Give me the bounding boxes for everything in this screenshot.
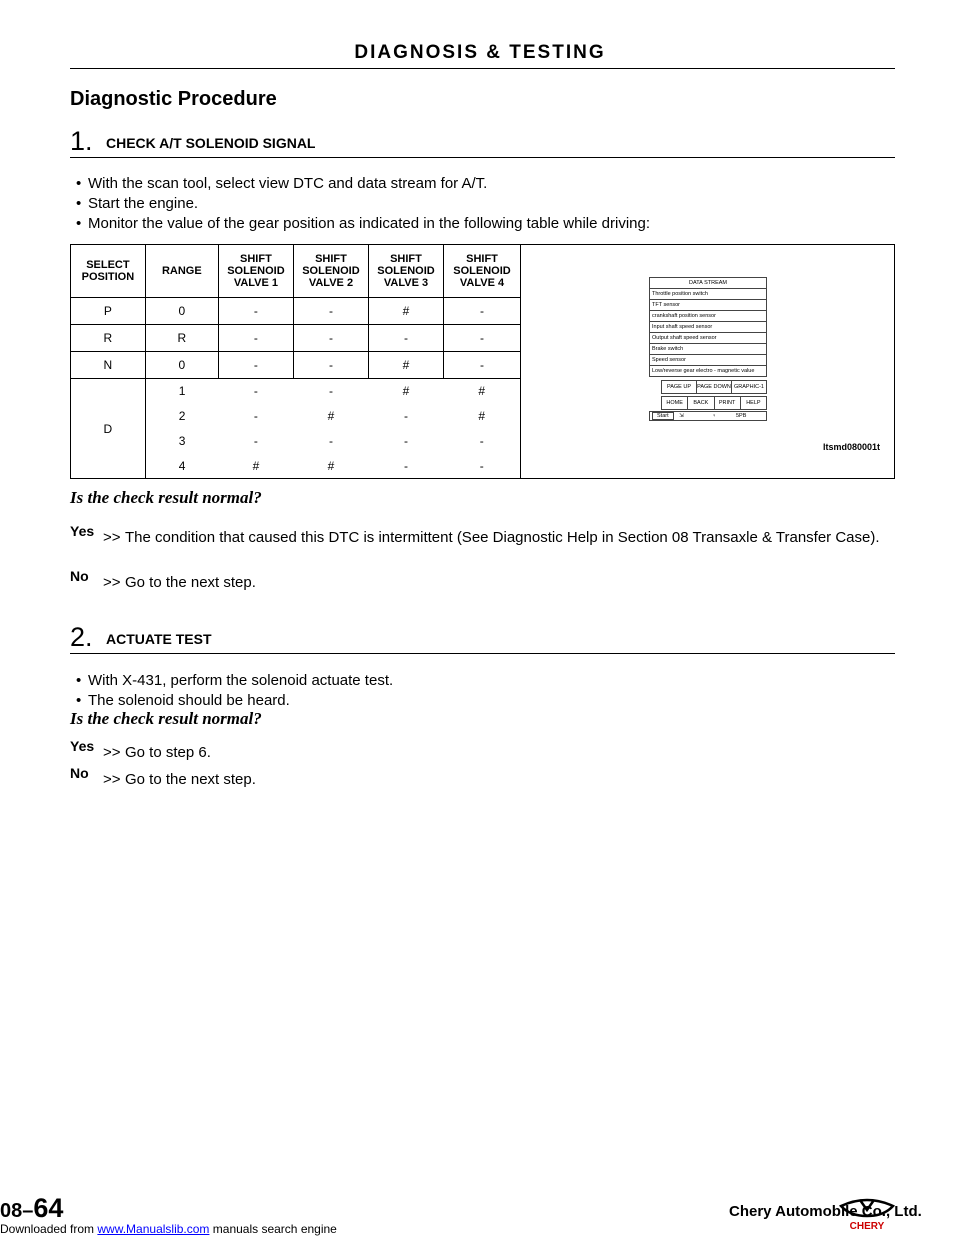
- step-2-bullets: [76, 671, 393, 711]
- arrow-label: >>: [103, 529, 121, 546]
- step-1-question: Is the check result normal?: [70, 488, 262, 507]
- arrow-label: >>: [103, 771, 121, 788]
- table-cell: -: [253, 409, 258, 423]
- list-item: • Start the engine.: [76, 195, 199, 212]
- no-text: Go to the next step.: [125, 771, 256, 788]
- table-cell: #: [444, 379, 521, 404]
- table-cell: -: [403, 434, 408, 448]
- list-item: crankshaft position sensor: [649, 310, 767, 322]
- company-name: Chery Automobile Co., Ltd.: [729, 1203, 922, 1220]
- step-1-heading: [70, 126, 895, 158]
- table-cell: -: [218, 352, 293, 379]
- graphic-button: GRAPHIC-1: [731, 380, 767, 394]
- table-cell: -: [328, 384, 333, 399]
- page-down-button: PAGE DOWN: [696, 380, 732, 394]
- page-number-value: 64: [33, 1193, 64, 1223]
- list-item: Input shaft speed sensor: [649, 321, 767, 333]
- svg-text:CHERY: CHERY: [849, 1221, 885, 1232]
- table-cell: R: [71, 325, 146, 352]
- start-button: Start: [652, 412, 674, 420]
- chery-logo-icon: [838, 1196, 896, 1232]
- list-item: • The solenoid should be heard.: [76, 692, 290, 709]
- table-cell: 4: [145, 454, 218, 479]
- data-stream-figure: [521, 244, 895, 479]
- page-header-title: DIAGNOSIS & TESTING: [354, 42, 606, 63]
- header-valve-3: SHIFT SOLENOID VALVE 3: [368, 245, 443, 298]
- table-cell: #: [293, 454, 368, 479]
- arrow-label: >>: [103, 744, 121, 761]
- table-cell: -: [293, 352, 368, 379]
- list-item: • Monitor the value of the gear position as indicated in the following table while driving:: [76, 215, 651, 232]
- table-cell: 0: [145, 298, 218, 325]
- header-range: RANGE: [145, 245, 218, 298]
- table-cell: -: [444, 429, 521, 454]
- table-cell: -: [293, 325, 368, 352]
- yes-label: Yes: [70, 523, 95, 539]
- table-cell: #: [444, 404, 521, 429]
- table-cell: 3: [178, 434, 186, 448]
- home-button: HOME: [661, 396, 688, 410]
- table-cell: #: [368, 298, 443, 325]
- manualslib-link[interactable]: www.Manualslib.com: [97, 1222, 210, 1236]
- download-prefix: Downloaded from: [0, 1222, 98, 1236]
- download-suffix: manuals search engine: [209, 1222, 337, 1236]
- table-cell: R: [145, 325, 218, 352]
- table-cell: -: [444, 298, 521, 325]
- table-cell: -: [218, 298, 293, 325]
- back-button: BACK: [687, 396, 714, 410]
- screen-status-bar: [649, 411, 767, 421]
- header-divider: [70, 68, 895, 69]
- yes-label: Yes: [70, 738, 95, 754]
- table-cell: -: [368, 454, 443, 479]
- table-cell: -: [293, 298, 368, 325]
- table-cell: #: [402, 384, 410, 399]
- no-label: No: [70, 765, 89, 781]
- solenoid-table: [70, 244, 521, 479]
- step-1-yes-answer: [70, 523, 890, 548]
- table-cell: -: [403, 409, 408, 423]
- table-cell: 0: [145, 352, 218, 379]
- table-cell: 2: [178, 409, 186, 423]
- table-cell: -: [444, 325, 521, 352]
- procedure-title: Diagnostic Procedure: [70, 88, 277, 110]
- step-2-title: ACTUATE TEST: [106, 631, 212, 647]
- yes-text: The condition that caused this DTC is intermittent (See Diagnostic Help in Section 08 Transaxle & Transfer Case).: [125, 529, 880, 546]
- table-header-row: [71, 245, 521, 298]
- list-item: • With X-431, perform the solenoid actuate test.: [76, 672, 394, 689]
- section-prefix: 08–: [0, 1200, 34, 1222]
- list-item: Brake switch: [649, 343, 767, 355]
- table-row: [71, 298, 521, 325]
- list-item: Output shaft speed sensor: [649, 332, 767, 344]
- screen-buttons-row-1: [662, 380, 767, 394]
- screen-title: DATA STREAM: [649, 277, 767, 289]
- table-row: [71, 379, 521, 404]
- step-2-number: 2.: [70, 622, 93, 652]
- step-1-bullets: [76, 174, 650, 234]
- step-2-yes-answer: [70, 738, 890, 763]
- no-text: Go to the next step.: [125, 574, 256, 591]
- table-cell: 1: [178, 384, 186, 399]
- step-1-number: 1.: [70, 126, 93, 156]
- step-1-no-answer: [70, 568, 890, 593]
- header-valve-1: SHIFT SOLENOID VALVE 1: [218, 245, 293, 298]
- page-up-button: PAGE UP: [661, 380, 697, 394]
- step-2-question: Is the check result normal?: [70, 709, 262, 728]
- status-right: 5PB: [736, 413, 747, 419]
- table-cell: #: [327, 409, 335, 423]
- table-row: [71, 352, 521, 379]
- table-cell: -: [253, 434, 258, 448]
- screen-buttons-row-2: [662, 396, 767, 410]
- download-notice: [0, 1222, 337, 1236]
- list-item: TFT sensor: [649, 299, 767, 311]
- list-item: Low/reverse gear electro - magnetic value: [649, 365, 767, 377]
- table-cell: #: [218, 454, 293, 479]
- table-cell: #: [368, 352, 443, 379]
- no-label: No: [70, 568, 89, 584]
- help-button: HELP: [740, 396, 767, 410]
- table-cell-d-range: D: [71, 379, 146, 479]
- header-valve-4: SHIFT SOLENOID VALVE 4: [444, 245, 521, 298]
- table-cell: -: [368, 325, 443, 352]
- scan-tool-screen: [649, 278, 767, 421]
- list-item: Throttle position switch: [649, 288, 767, 300]
- table-cell: N: [71, 352, 146, 379]
- chery-logo: [838, 1196, 896, 1237]
- print-button: PRINT: [714, 396, 741, 410]
- page-number: [0, 1193, 63, 1224]
- table-cell: -: [444, 454, 521, 479]
- table-row: [71, 325, 521, 352]
- table-cell: -: [328, 434, 333, 448]
- step-2-no-answer: [70, 765, 890, 790]
- arrow-label: >>: [103, 574, 121, 591]
- figure-caption: ltsmd080001t: [822, 442, 880, 452]
- table-cell: -: [253, 384, 258, 399]
- table-cell: -: [444, 352, 521, 379]
- yes-text: Go to step 6.: [125, 744, 211, 761]
- header-select-position: SELECT POSITION: [71, 245, 146, 298]
- table-cell: -: [218, 325, 293, 352]
- step-1-title: CHECK A/T SOLENOID SIGNAL: [106, 135, 316, 151]
- list-item: Speed sensor: [649, 354, 767, 366]
- bulb-icon: ♀: [712, 413, 717, 419]
- table-cell: P: [71, 298, 146, 325]
- step-2-heading: [70, 622, 895, 654]
- list-item: • With the scan tool, select view DTC and data stream for A/T.: [76, 175, 488, 192]
- header-valve-2: SHIFT SOLENOID VALVE 2: [293, 245, 368, 298]
- pointer-icon: ⇲: [679, 413, 684, 419]
